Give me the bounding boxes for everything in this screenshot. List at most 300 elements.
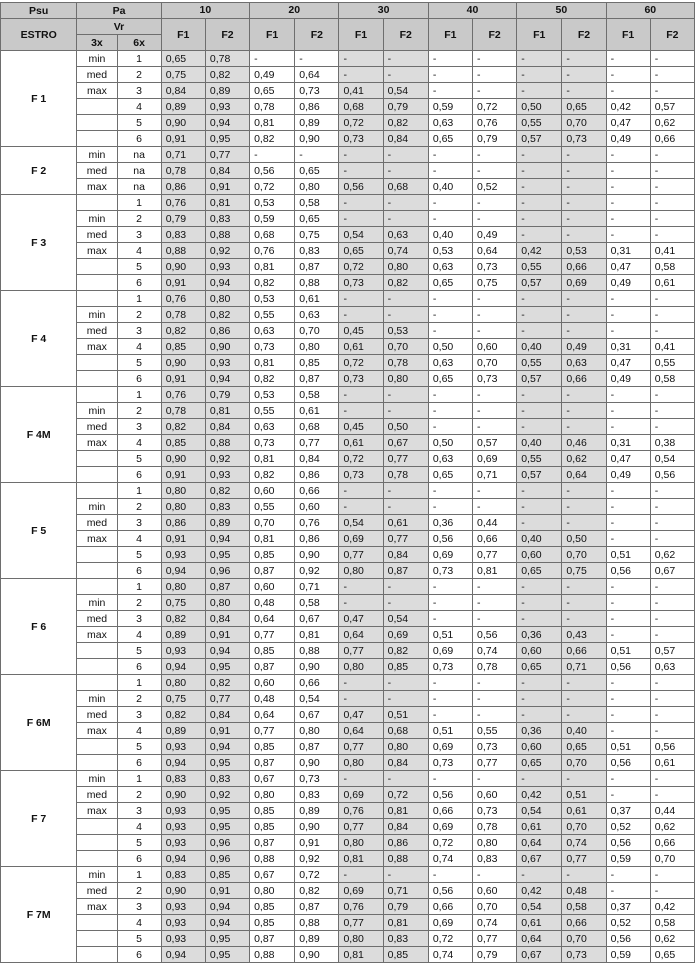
vr-6x-cell: 1 [117, 867, 161, 883]
value-cell: 0,73 [428, 755, 472, 771]
value-cell: - [428, 147, 472, 163]
value-cell: - [606, 291, 650, 307]
value-cell: 0,62 [650, 931, 694, 947]
value-cell: - [517, 595, 562, 611]
value-cell: 0,54 [383, 83, 428, 99]
value-cell: 0,93 [161, 915, 205, 931]
value-cell: 0,38 [650, 435, 694, 451]
value-cell: 0,83 [205, 211, 249, 227]
value-cell: 0,85 [250, 803, 295, 819]
value-cell: 0,78 [473, 819, 517, 835]
vr-6x-cell: 5 [117, 451, 161, 467]
value-cell: - [428, 771, 472, 787]
vr-3x-cell: med [77, 883, 117, 899]
value-cell: 0,63 [250, 419, 295, 435]
value-cell: 0,37 [606, 899, 650, 915]
value-cell: 0,81 [250, 531, 295, 547]
value-cell: 0,42 [517, 787, 562, 803]
value-cell: - [383, 867, 428, 883]
value-cell: 0,94 [205, 915, 249, 931]
value-cell: 0,63 [428, 355, 472, 371]
value-cell: 0,42 [517, 883, 562, 899]
value-cell: 0,91 [161, 275, 205, 291]
value-cell: - [339, 691, 383, 707]
value-cell: 0,36 [517, 723, 562, 739]
header-estro: ESTRO [1, 19, 77, 51]
value-cell: 0,87 [250, 835, 295, 851]
table-row [1, 851, 695, 867]
value-cell: 0,79 [383, 899, 428, 915]
value-cell: 0,81 [205, 195, 249, 211]
vr-3x-cell: max [77, 435, 117, 451]
value-cell: 0,80 [250, 787, 295, 803]
table-row [1, 147, 695, 163]
value-cell: 0,82 [161, 323, 205, 339]
table-row [1, 179, 695, 195]
vr-6x-cell: 6 [117, 947, 161, 963]
value-cell: 0,73 [339, 467, 383, 483]
vr-6x-cell: 5 [117, 739, 161, 755]
value-cell: - [473, 675, 517, 691]
value-cell: 0,57 [517, 131, 562, 147]
value-cell: 0,80 [205, 291, 249, 307]
value-cell: - [383, 771, 428, 787]
table-row [1, 771, 695, 787]
value-cell: - [517, 323, 562, 339]
vr-6x-cell: 4 [117, 243, 161, 259]
value-cell: - [428, 387, 472, 403]
value-cell: 0,56 [473, 627, 517, 643]
vr-3x-cell: med [77, 787, 117, 803]
value-cell: 0,77 [339, 915, 383, 931]
value-cell: 0,65 [517, 659, 562, 675]
vr-6x-cell: 1 [117, 387, 161, 403]
value-cell: 0,72 [428, 835, 472, 851]
value-cell: 0,50 [428, 435, 472, 451]
value-cell: 0,37 [606, 803, 650, 819]
value-cell: - [606, 515, 650, 531]
value-cell: - [517, 67, 562, 83]
vr-3x-cell: min [77, 307, 117, 323]
value-cell: 0,92 [205, 787, 249, 803]
value-cell: - [562, 51, 606, 67]
table-row [1, 723, 695, 739]
vr-6x-cell: 4 [117, 723, 161, 739]
value-cell: 0,47 [606, 115, 650, 131]
vr-6x-cell: 4 [117, 627, 161, 643]
value-cell: 0,81 [295, 627, 339, 643]
value-cell: 0,93 [161, 803, 205, 819]
value-cell: 0,86 [161, 515, 205, 531]
value-cell: 0,72 [295, 867, 339, 883]
value-cell: 0,73 [250, 339, 295, 355]
table-row [1, 659, 695, 675]
header-f2: F2 [650, 19, 694, 51]
value-cell: 0,69 [339, 883, 383, 899]
value-cell: - [383, 211, 428, 227]
vr-6x-cell: 6 [117, 371, 161, 387]
value-cell: 0,51 [606, 739, 650, 755]
value-cell: - [473, 307, 517, 323]
table-row [1, 947, 695, 963]
value-cell: - [650, 531, 694, 547]
value-cell: 0,70 [650, 851, 694, 867]
table-row [1, 259, 695, 275]
value-cell: 0,94 [161, 563, 205, 579]
value-cell: 0,69 [428, 739, 472, 755]
value-cell: 0,69 [428, 819, 472, 835]
value-cell: 0,67 [650, 563, 694, 579]
value-cell: - [428, 483, 472, 499]
value-cell: 0,80 [473, 835, 517, 851]
value-cell: 0,52 [473, 179, 517, 195]
value-cell: - [650, 611, 694, 627]
value-cell: 0,90 [295, 819, 339, 835]
value-cell: 0,65 [562, 739, 606, 755]
value-cell: 0,45 [339, 419, 383, 435]
value-cell: 0,86 [295, 531, 339, 547]
value-cell: 0,83 [161, 227, 205, 243]
value-cell: 0,51 [562, 787, 606, 803]
value-cell: 0,51 [606, 547, 650, 563]
value-cell: 0,87 [295, 739, 339, 755]
value-cell: - [473, 147, 517, 163]
value-cell: - [517, 195, 562, 211]
table-row [1, 291, 695, 307]
value-cell: 0,57 [650, 643, 694, 659]
value-cell: - [339, 867, 383, 883]
value-cell: - [473, 707, 517, 723]
value-cell: - [383, 67, 428, 83]
vr-6x-cell: 4 [117, 339, 161, 355]
value-cell: 0,64 [250, 611, 295, 627]
value-cell: 0,85 [383, 659, 428, 675]
value-cell: 0,53 [428, 243, 472, 259]
value-cell: - [650, 195, 694, 211]
vr-3x-cell [77, 675, 117, 691]
value-cell: 0,60 [295, 499, 339, 515]
value-cell: - [606, 675, 650, 691]
value-cell: 0,42 [606, 99, 650, 115]
value-cell: 0,89 [295, 803, 339, 819]
value-cell: 0,68 [383, 179, 428, 195]
value-cell: - [606, 883, 650, 899]
vr-3x-cell: med [77, 707, 117, 723]
value-cell: 0,74 [473, 915, 517, 931]
value-cell: - [562, 195, 606, 211]
value-cell: 0,83 [161, 771, 205, 787]
value-cell: 0,89 [205, 83, 249, 99]
value-cell: 0,63 [250, 323, 295, 339]
value-cell: 0,56 [428, 883, 472, 899]
value-cell: - [606, 627, 650, 643]
vr-3x-cell: min [77, 51, 117, 67]
value-cell: - [517, 707, 562, 723]
value-cell: 0,68 [295, 419, 339, 435]
value-cell: 0,92 [295, 563, 339, 579]
vr-3x-cell [77, 547, 117, 563]
value-cell: - [562, 403, 606, 419]
value-cell: 0,77 [339, 739, 383, 755]
value-cell: - [428, 67, 472, 83]
value-cell: - [428, 403, 472, 419]
table-row [1, 547, 695, 563]
value-cell: 0,70 [473, 899, 517, 915]
vr-3x-cell [77, 755, 117, 771]
vr-6x-cell: 2 [117, 307, 161, 323]
value-cell: 0,60 [250, 675, 295, 691]
value-cell: 0,31 [606, 243, 650, 259]
value-cell: 0,72 [339, 451, 383, 467]
table-row [1, 307, 695, 323]
value-cell: 0,95 [205, 947, 249, 963]
vr-3x-cell [77, 371, 117, 387]
value-cell: 0,85 [250, 547, 295, 563]
value-cell: 0,56 [250, 163, 295, 179]
value-cell: 0,78 [383, 467, 428, 483]
value-cell: 0,61 [650, 755, 694, 771]
vr-6x-cell: 3 [117, 323, 161, 339]
value-cell: - [339, 307, 383, 323]
value-cell: - [650, 691, 694, 707]
table-row [1, 739, 695, 755]
value-cell: - [650, 83, 694, 99]
value-cell: 0,92 [295, 851, 339, 867]
value-cell: - [383, 147, 428, 163]
value-cell: - [517, 611, 562, 627]
value-cell: 0,90 [205, 339, 249, 355]
value-cell: 0,47 [606, 355, 650, 371]
value-cell: 0,78 [473, 659, 517, 675]
value-cell: - [339, 499, 383, 515]
vr-3x-cell: med [77, 323, 117, 339]
value-cell: - [383, 499, 428, 515]
value-cell: 0,80 [161, 483, 205, 499]
vr-6x-cell: 3 [117, 707, 161, 723]
value-cell: 0,95 [205, 931, 249, 947]
value-cell: 0,85 [250, 643, 295, 659]
value-cell: - [517, 675, 562, 691]
vr-3x-cell [77, 739, 117, 755]
value-cell: 0,44 [473, 515, 517, 531]
value-cell: 0,89 [295, 115, 339, 131]
value-cell: 0,58 [295, 595, 339, 611]
value-cell: - [250, 147, 295, 163]
value-cell: 0,58 [295, 195, 339, 211]
value-cell: - [606, 163, 650, 179]
vr-6x-cell: 2 [117, 67, 161, 83]
value-cell: 0,73 [250, 435, 295, 451]
vr-6x-cell: 2 [117, 499, 161, 515]
value-cell: - [473, 499, 517, 515]
header-pa: Pa [77, 3, 161, 19]
value-cell: 0,77 [473, 547, 517, 563]
value-cell: 0,82 [295, 883, 339, 899]
table-row [1, 419, 695, 435]
table-row [1, 51, 695, 67]
value-cell: 0,63 [428, 451, 472, 467]
vr-6x-cell: 4 [117, 915, 161, 931]
value-cell: 0,76 [161, 387, 205, 403]
value-cell: 0,87 [250, 563, 295, 579]
vr-6x-cell: 3 [117, 899, 161, 915]
header-pa-60: 60 [606, 3, 694, 19]
value-cell: 0,80 [383, 371, 428, 387]
value-cell: 0,85 [295, 355, 339, 371]
vr-6x-cell: 2 [117, 595, 161, 611]
value-cell: - [473, 483, 517, 499]
value-cell: 0,40 [517, 435, 562, 451]
value-cell: - [473, 419, 517, 435]
value-cell: 0,45 [339, 323, 383, 339]
value-cell: 0,96 [205, 563, 249, 579]
value-cell: 0,84 [383, 819, 428, 835]
value-cell: 0,49 [562, 339, 606, 355]
value-cell: - [383, 51, 428, 67]
value-cell: 0,70 [562, 547, 606, 563]
value-cell: 0,91 [205, 723, 249, 739]
vr-6x-cell: 5 [117, 259, 161, 275]
header-f1: F1 [428, 19, 472, 51]
value-cell: 0,79 [473, 947, 517, 963]
header-f2: F2 [562, 19, 606, 51]
header-f1: F1 [517, 19, 562, 51]
vr-3x-cell [77, 355, 117, 371]
value-cell: 0,69 [562, 275, 606, 291]
value-cell: - [383, 691, 428, 707]
value-cell: 0,93 [161, 643, 205, 659]
group-label: F 3 [1, 195, 77, 291]
value-cell: - [473, 211, 517, 227]
value-cell: - [606, 179, 650, 195]
value-cell: - [295, 51, 339, 67]
value-cell: 0,56 [650, 467, 694, 483]
value-cell: - [650, 387, 694, 403]
table-row [1, 387, 695, 403]
value-cell: 0,60 [473, 339, 517, 355]
data-table-wrapper [0, 2, 695, 963]
value-cell: 0,88 [383, 851, 428, 867]
value-cell: 0,61 [517, 915, 562, 931]
vr-3x-cell: med [77, 419, 117, 435]
value-cell: 0,40 [517, 531, 562, 547]
value-cell: 0,76 [339, 803, 383, 819]
vr-3x-cell: min [77, 691, 117, 707]
vr-6x-cell: 4 [117, 435, 161, 451]
value-cell: - [562, 867, 606, 883]
value-cell: - [383, 595, 428, 611]
value-cell: 0,60 [473, 883, 517, 899]
value-cell: 0,94 [205, 371, 249, 387]
value-cell: - [339, 675, 383, 691]
value-cell: - [428, 867, 472, 883]
value-cell: 0,76 [473, 115, 517, 131]
value-cell: - [650, 595, 694, 611]
table-row [1, 99, 695, 115]
value-cell: 0,61 [339, 435, 383, 451]
value-cell: 0,82 [383, 643, 428, 659]
header-f1: F1 [161, 19, 205, 51]
value-cell: - [562, 307, 606, 323]
value-cell: 0,80 [295, 339, 339, 355]
value-cell: - [428, 323, 472, 339]
vr-3x-cell: med [77, 227, 117, 243]
header-f1: F1 [339, 19, 383, 51]
vr-6x-cell: 5 [117, 115, 161, 131]
value-cell: - [562, 499, 606, 515]
table-row [1, 915, 695, 931]
value-cell: - [562, 227, 606, 243]
vr-6x-cell: 1 [117, 579, 161, 595]
value-cell: - [473, 691, 517, 707]
vr-6x-cell: 2 [117, 403, 161, 419]
table-header [1, 3, 695, 51]
value-cell: 0,73 [339, 131, 383, 147]
value-cell: - [606, 771, 650, 787]
value-cell: 0,67 [250, 867, 295, 883]
table-row [1, 627, 695, 643]
table-row [1, 163, 695, 179]
value-cell: 0,50 [383, 419, 428, 435]
value-cell: 0,62 [650, 115, 694, 131]
value-cell: 0,50 [517, 99, 562, 115]
value-cell: 0,61 [295, 291, 339, 307]
value-cell: 0,93 [161, 899, 205, 915]
value-cell: 0,86 [295, 99, 339, 115]
value-cell: 0,43 [562, 627, 606, 643]
table-row [1, 787, 695, 803]
value-cell: - [562, 163, 606, 179]
value-cell: - [473, 51, 517, 67]
value-cell: 0,65 [428, 131, 472, 147]
value-cell: 0,55 [250, 499, 295, 515]
value-cell: 0,72 [339, 259, 383, 275]
vr-3x-cell: max [77, 83, 117, 99]
value-cell: - [562, 83, 606, 99]
value-cell: 0,60 [473, 787, 517, 803]
group-label: F 7M [1, 867, 77, 963]
value-cell: 0,70 [295, 323, 339, 339]
value-cell: 0,49 [250, 67, 295, 83]
value-cell: - [650, 883, 694, 899]
value-cell: 0,82 [205, 675, 249, 691]
value-cell: 0,88 [205, 227, 249, 243]
table-row [1, 579, 695, 595]
vr-3x-cell: min [77, 403, 117, 419]
value-cell: - [606, 51, 650, 67]
value-cell: 0,95 [205, 755, 249, 771]
value-cell: 0,77 [383, 531, 428, 547]
value-cell: 0,46 [562, 435, 606, 451]
value-cell: 0,77 [250, 723, 295, 739]
value-cell: - [339, 67, 383, 83]
vr-3x-cell [77, 659, 117, 675]
value-cell: 0,65 [428, 371, 472, 387]
value-cell: 0,55 [250, 307, 295, 323]
value-cell: 0,67 [250, 771, 295, 787]
value-cell: 0,87 [295, 259, 339, 275]
value-cell: - [562, 771, 606, 787]
vr-6x-cell: 4 [117, 819, 161, 835]
vr-3x-cell [77, 275, 117, 291]
value-cell: 0,81 [383, 915, 428, 931]
vr-3x-cell [77, 99, 117, 115]
value-cell: 0,58 [650, 371, 694, 387]
value-cell: 0,70 [473, 355, 517, 371]
value-cell: 0,76 [161, 195, 205, 211]
value-cell: 0,51 [428, 723, 472, 739]
value-cell: 0,91 [205, 627, 249, 643]
